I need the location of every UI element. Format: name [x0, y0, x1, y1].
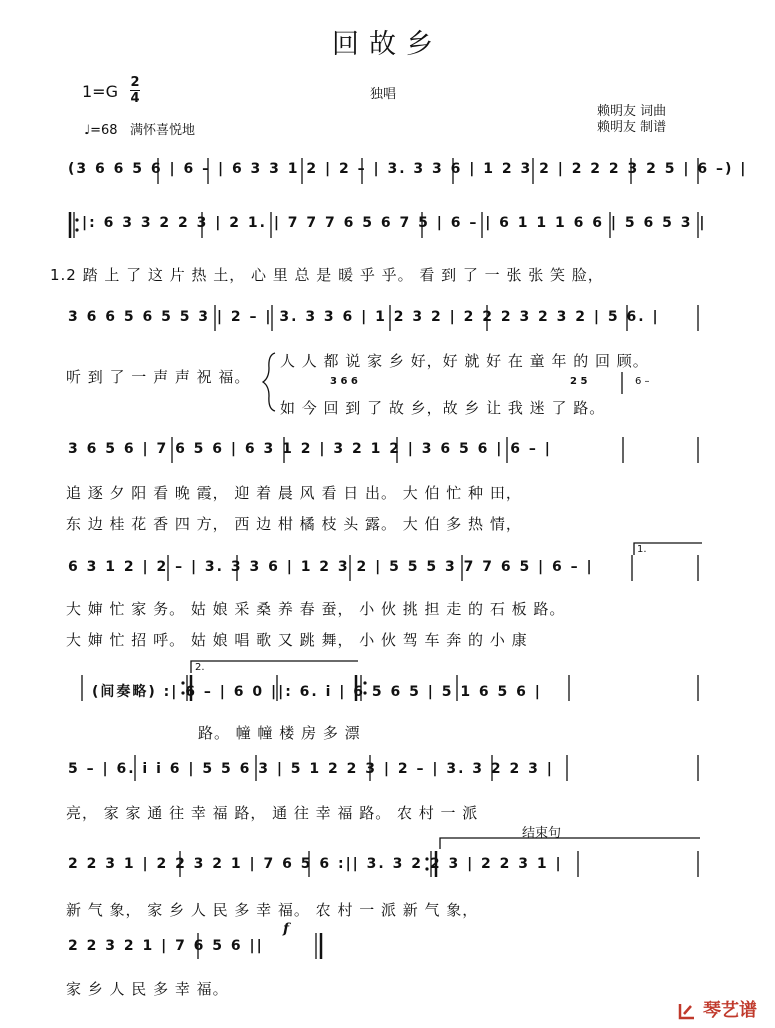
notation-line-2: |: 6 3 3 2 2 3 | 2 1. | 7 7 7 6 5 6 7 5 | 6 – | 6 1 1 1 6 6 | 5 6 5 3 |	[82, 215, 707, 231]
volta-1: 1.	[637, 544, 647, 555]
small-notation-1: 3 6 6	[330, 376, 358, 387]
notation-line-5: 6 3 1 2 | 2 – | 3. 3 3 6 | 1 2 3 2 | 5 5 5 3 7 7 6 5 | 6 – |	[68, 559, 594, 575]
section-label-ending: 结束句	[522, 826, 562, 841]
lyrics-line-9: 家 乡 人 民 多 幸 福。	[66, 980, 229, 998]
lyrics-line-2: 1.2 踏 上 了 这 片 热 土， 心 里 总 是 暖 乎 乎。 看 到 了 一 张 张 笑 脸，	[50, 266, 604, 284]
credit-arranger: 赖明友 制谱	[597, 120, 667, 135]
lyrics-line-4a: 追 逐 夕 阳 看 晚 霞， 迎 着 晨 风 看 日 出。 大 伯 忙 种 田，	[66, 484, 522, 502]
volta-2: 2.	[195, 662, 205, 673]
tempo-marking: ♩=68 满怀喜悦地	[84, 123, 195, 138]
time-signature: 2 4	[130, 75, 140, 106]
qinyipu-logo-icon	[677, 1001, 697, 1021]
notation-line-8: 2 2 3 1 | 2 2 3 2 1 | 7 6 5 6 :|| 3. 3 2 2 3 | 2 2 3 1 |	[68, 856, 563, 872]
dynamic-forte: f	[283, 921, 290, 937]
lyrics-line-8: 新 气 象， 家 乡 人 民 多 幸 福。 农 村 一 派 新 气 象，	[66, 901, 479, 919]
lyrics-line-6: 路。 幢 幢 楼 房 多 漂	[198, 724, 361, 742]
notation-line-3: 3 6 6 5 6 5 5 3 | 2 – | 3. 3 3 6 | 1 2 3 2 | 2 2 2 3 2 3 2 | 5 6. |	[68, 309, 660, 325]
small-notation-2: 2 5	[570, 376, 588, 387]
credit-composer: 赖明友 词曲	[597, 104, 667, 119]
lyrics-line-4b: 东 边 桂 花 香 四 方， 西 边 柑 橘 枝 头 露。 大 伯 多 热 情，	[66, 515, 522, 533]
notation-line-7: 5 – | 6. i i 6 | 5 5 6 3 | 5 1 2 2 3 | 2 – | 3. 3 2 2 3 |	[68, 761, 554, 777]
notation-line-4: 3 6 5 6 | 7 6 5 6 | 6 3 1 2 | 3 2 1 2 | 3 6 5 6 | 6 – |	[68, 441, 552, 457]
lyrics-line-7: 亮， 家 家 通 往 幸 福 路， 通 往 幸 福 路。 农 村 一 派	[66, 804, 479, 822]
song-title: 回故乡	[332, 29, 443, 60]
lyrics-line-3c: 如 今 回 到 了 故 乡，故 乡 让 我 迷 了 路。	[280, 399, 606, 417]
notation-line-9: 2 2 3 2 1 | 7 6 5 6 ||	[68, 938, 264, 954]
notation-line-6: (间奏略) :| 6 – | 6 0 ||: 6. i | 6 5 6 5 | 5 1 6 5 6 |	[92, 684, 542, 700]
small-notation-3: 6 –	[635, 376, 650, 387]
lyrics-line-3b: 人 人 都 说 家 乡 好，好 就 好 在 童 年 的 回 顾。	[280, 352, 649, 370]
performance-type: 独唱	[370, 87, 397, 102]
lyrics-line-5b: 大 婶 忙 招 呼。 姑 娘 唱 歌 又 跳 舞， 小 伙 驾 车 奔 的 小 康	[66, 631, 528, 649]
lyrics-line-3a: 听 到 了 一 声 声 祝 福。	[66, 368, 251, 386]
notation-line-1: (3 6 6 5 6 | 6 – | 6 3 3 1 2 | 2 – | 3. 3 3 6 | 1 2 3 2 | 2 2 2 3 2 5 | 6 –) |	[68, 161, 748, 177]
key-signature: 1=G	[82, 82, 118, 101]
lyrics-line-5a: 大 婶 忙 家 务。 姑 娘 采 桑 养 春 蚕， 小 伙 挑 担 走 的 石 板 路。	[66, 600, 566, 618]
watermark-logo: 琴艺谱	[677, 996, 757, 1022]
